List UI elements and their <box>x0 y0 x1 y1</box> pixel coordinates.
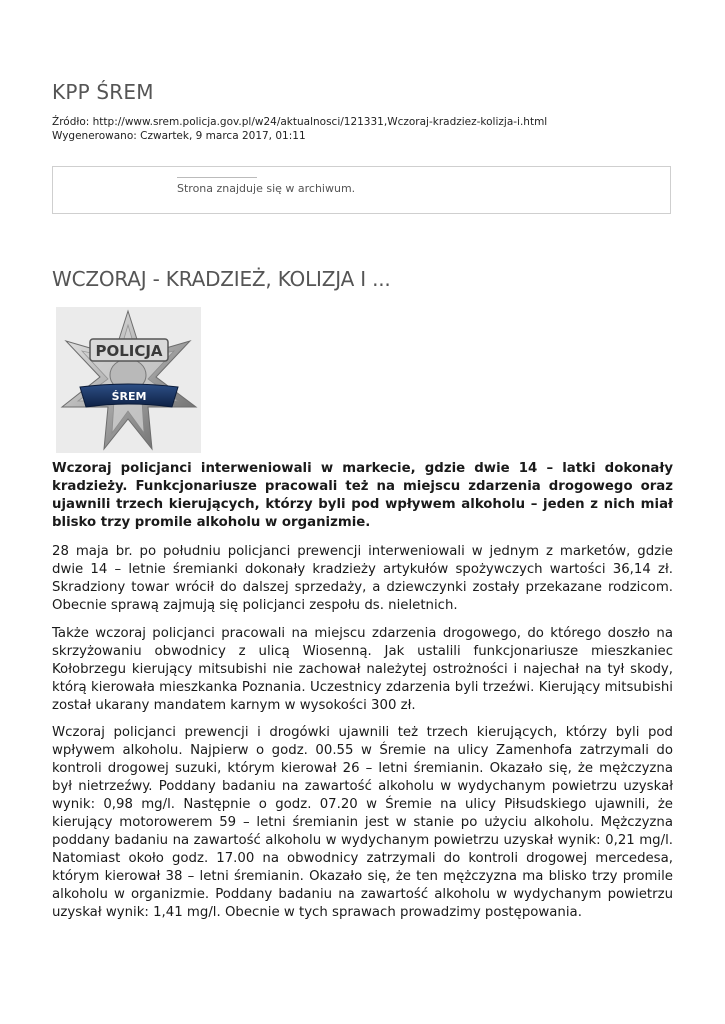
badge-bottom-text: ŚREM <box>111 390 147 403</box>
article-title: WCZORAJ - KRADZIEŻ, KOLIZJA I ... <box>52 266 391 291</box>
article-paragraph: 28 maja br. po południu policjanci prewencji interweniowali w jednym z marketów, gdzie dwie 14 – letnie śremianki dokonały kradzieży artykułów spożywczych wartości 36,14 zł. Skradziony towar wrócił do dalszej sprzedaży, a dziewczynki zostały przekazane rodzicom. Obecnie sprawą zajmują się policjanci zespołu ds. nieletnich. <box>52 544 673 613</box>
article-paragraph: Wczoraj policjanci prewencji i drogówki ujawnili też trzech kierujących, którzy byli pod wpływem alkoholu. Najpierw o godz. 00.55 w Śremie na ulicy Zamenhofa zatrzymali do kontroli drogowej suzuki, którym kierował 26 – letni śremianin. Okazało się, że mężczyzna był nietrzeźwy. Poddany badaniu na zawartość alkoholu w wydychanym powietrzu uzyskał wynik: 0,98 mg/l. Następnie o godz. 07.20 w Śremie na ulicy Piłsudskiego ujawnili, że kierujący motorowerem 59 – letni śremianin jest w stanie po użyciu alkoholu. Mężczyzna poddany badaniu na zawartość alkoholu w wydychanym powietrzu uzyskał wynik: 0,21 mg/l. Natomiast około godz. 17.00 na obwodnicy zatrzymali do kontroli drogowej mercedesa, którym kierował 38 – letni śremianin. Okazało się, że ten mężczyzna ma blisko trzy promile alkoholu w organizmie. Poddany badaniu na zawartość alkoholu w wydychanym powietrzu uzyskał wynik: 1,41 mg/l. Obecnie w tych sprawach prowadzimy postępowania. <box>52 725 673 920</box>
article-lead: Wczoraj policjanci interweniowali w markecie, gdzie dwie 14 – latki dokonały kradzieży. Funkcjonariusze pracowali też na miejscu zdarzenia drogowego oraz ujawnili trzech kierujących, którzy byli pod wpływem alkoholu – jeden z nich miał blisko trzy promile alkoholu w organizmie. <box>52 461 673 530</box>
badge-top-text: POLICJA <box>95 342 163 360</box>
archive-notice: Strona znajduje się w archiwum. <box>177 182 356 195</box>
source-line: Źródło: http://www.srem.policja.gov.pl/w24/aktualnosci/121331,Wczoraj-kradziez-kolizja-i.html <box>52 116 548 128</box>
generated-line: Wygenerowano: Czwartek, 9 marca 2017, 01:11 <box>52 130 306 142</box>
article-paragraph: Także wczoraj policjanci pracowali na miejscu zdarzenia drogowego, do którego doszło na skrzyżowaniu obwodnicy z ulicą Wiosenną. Jak ustalili funkcjonariusze mieszkaniec Kołobrzegu kierujący mitsubishi nie zachował należytej ostrożności i najechał na tył skody, którą kierowała mieszkanka Poznania. Uczestnicy zdarzenia byli trzeźwi. Kierujący mitsubishi został ukarany mandatem karnym w wysokości 300 zł. <box>52 626 673 713</box>
archive-notice-box <box>52 166 671 214</box>
document-meta <box>52 115 547 143</box>
police-star-badge-icon <box>56 307 201 453</box>
archive-divider <box>177 177 257 178</box>
site-title: KPP ŚREM <box>52 80 154 105</box>
